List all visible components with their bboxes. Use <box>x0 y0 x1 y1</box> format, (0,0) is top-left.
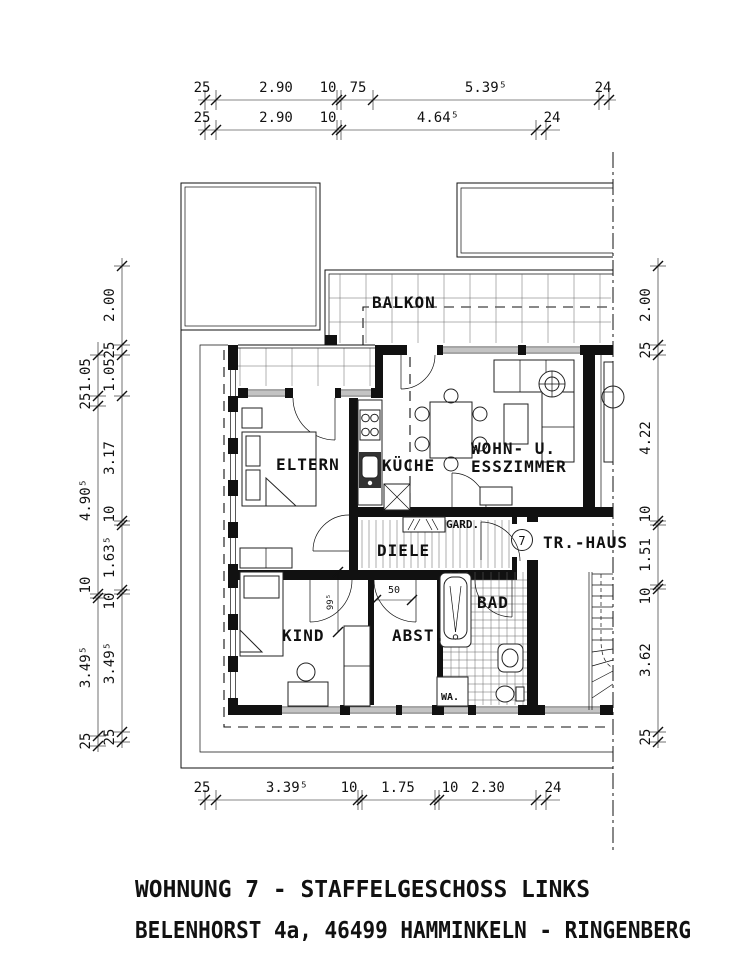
dim-label: 2.90 <box>259 80 293 96</box>
room-label-diele: DIELE <box>377 541 431 560</box>
dim-label: 4.64⁵ <box>416 110 460 126</box>
room-label-kind: KIND <box>282 626 325 645</box>
dim-label-sill: 99⁵ <box>326 593 336 611</box>
dim-label: 25 <box>78 732 94 750</box>
dim-label: 25 <box>193 780 211 796</box>
dim-label: 1.75 <box>381 780 415 796</box>
room-label-eltern: ELTERN <box>276 455 340 474</box>
dim-label: 5.39⁵ <box>464 80 508 96</box>
title-line-1: WOHNUNG 7 - STAFFELGESCHOSS LINKS <box>135 877 590 903</box>
dim-label: 4.90⁵ <box>78 478 94 522</box>
room-label-bad: BAD <box>477 593 509 612</box>
toilet <box>496 686 514 702</box>
dim-label: 24 <box>543 110 561 126</box>
sideboard <box>480 487 512 505</box>
dim-label: 24 <box>594 80 612 96</box>
dim-label: 75 <box>349 80 367 96</box>
dim-label: 10 <box>102 592 118 610</box>
title-block <box>135 877 691 944</box>
dim-chain-right <box>638 258 666 748</box>
dim-label: 25 <box>193 110 211 126</box>
dim-label: 3.17 <box>102 441 118 475</box>
dim-label: 10 <box>78 576 94 594</box>
dim-label: 2.90 <box>259 110 293 126</box>
dim-label: 10 <box>340 780 358 796</box>
dim-label: 2.00 <box>638 288 654 322</box>
stairwell <box>589 572 613 710</box>
dim-label-door: 50 <box>387 585 401 596</box>
dim-label: 25 <box>638 728 654 746</box>
room-label-balkon: BALKON <box>372 293 436 312</box>
room-label-trhaus: TR.-HAUS <box>543 533 629 552</box>
dim-label: 10 <box>441 780 459 796</box>
dim-label: 1.51 <box>638 538 654 572</box>
dim-label: 25 <box>102 341 118 359</box>
dim-chain-top-1 <box>194 80 616 110</box>
stove <box>360 410 380 440</box>
dim-label: 10 <box>319 80 337 96</box>
room-label-abst: ABST. <box>392 626 446 645</box>
dim-label: 4.22 <box>638 421 654 455</box>
room-label-gard: GARD. <box>446 518 480 531</box>
dim-label: 2.30 <box>471 780 505 796</box>
room-label-wohn-1: WOHN- U. <box>471 439 557 458</box>
title-line-2: BELENHORST 4a, 46499 HAMMINKELN - RINGENBERG <box>135 918 691 944</box>
dim-label: 25 <box>102 728 118 746</box>
dim-label: 3.49⁵ <box>78 645 94 689</box>
dim-label: 1.05 <box>78 358 94 392</box>
dining-table <box>430 402 472 458</box>
furniture-sofa <box>480 360 574 505</box>
wardrobe-gard <box>403 517 445 532</box>
dim-chain-left-inner <box>102 258 130 748</box>
desk-chair <box>297 663 315 681</box>
dim-label: 25 <box>193 80 211 96</box>
dim-label: 25 <box>78 392 94 410</box>
furniture-kueche <box>358 400 410 510</box>
dim-label: 10 <box>319 110 337 126</box>
dim-label: 3.49⁵ <box>102 641 118 685</box>
room-label-wa: WA. <box>441 692 460 703</box>
dim-label: 25 <box>638 341 654 359</box>
dim-label: 10 <box>638 587 654 605</box>
coffee-table <box>504 404 528 444</box>
furniture-eltern <box>240 408 316 568</box>
dim-label: 24 <box>544 780 562 796</box>
dim-label: 10 <box>102 505 118 523</box>
dim-label: 10 <box>638 505 654 523</box>
dim-label: 3.39⁵ <box>265 780 309 796</box>
dim-label: 1.05 <box>102 358 118 392</box>
dim-chain-top-2 <box>194 110 561 140</box>
room-label-wohn-2: ESSZIMMER <box>471 457 567 476</box>
dim-label: 1.63⁵ <box>102 535 118 579</box>
dim-label: 3.62 <box>638 643 654 677</box>
dim-chain-bottom <box>194 780 562 810</box>
desk <box>288 682 328 706</box>
dim-label: 2.00 <box>102 288 118 322</box>
room-label-kueche: KÜCHE <box>382 456 436 475</box>
unit-number: 7 <box>518 534 526 548</box>
